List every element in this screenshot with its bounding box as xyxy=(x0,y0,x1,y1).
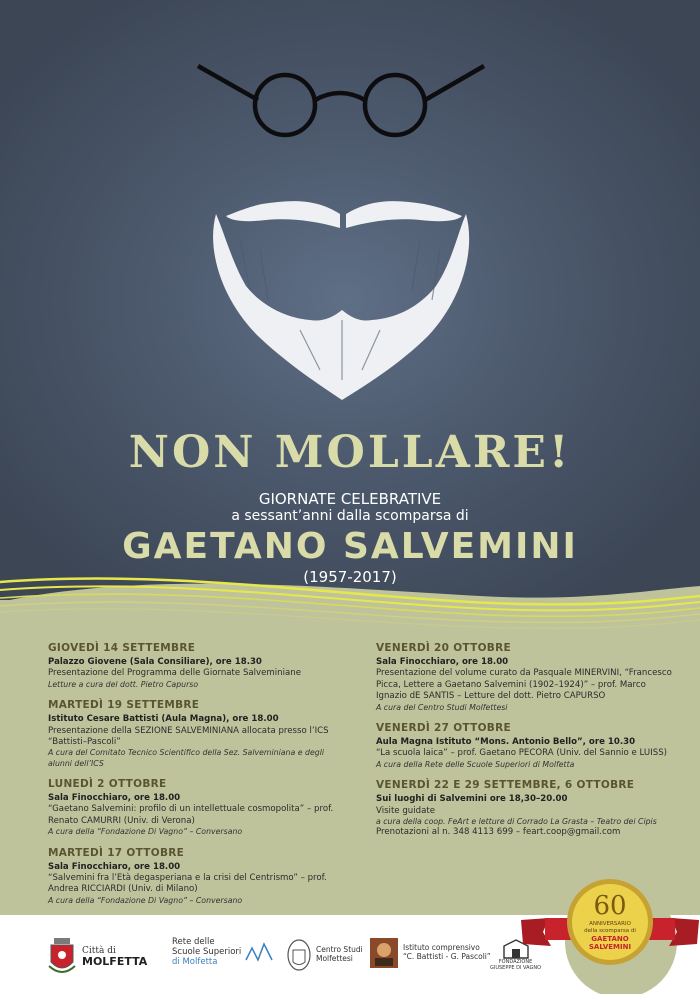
istituto-portrait-icon xyxy=(370,938,398,968)
logo-molfetta-line2: MOLFETTA xyxy=(82,954,148,968)
event-description: “Gaetano Salvemini: profilo di un intellettuale cosmopolita” – prof. Renato CAMURRI (Univ. di Verona) xyxy=(48,804,334,826)
event-credit: A cura della Rete delle Scuole Superiori di Molfetta xyxy=(376,759,575,769)
beard-icon xyxy=(213,201,469,400)
logo-rete-line3: di Molfetta xyxy=(172,956,218,967)
seal-number: 60 xyxy=(593,891,627,921)
molfetta-crest-icon xyxy=(48,938,76,976)
logo-molfetta-line1: Città di xyxy=(82,945,116,956)
subtitle-line1: GIORNATE CELEBRATIVE xyxy=(258,490,442,508)
event-item xyxy=(48,699,348,769)
salvemini-illustration xyxy=(0,0,700,420)
seal-line2: della scomparsa di xyxy=(584,928,636,934)
logo-centro-line2: Molfettesi xyxy=(316,954,353,963)
event-place: Sui luoghi di Salvemini ore 18,30–20.00 xyxy=(376,794,568,805)
logo-centro-studi xyxy=(286,938,363,972)
seal-line3: GAETANO xyxy=(591,935,629,943)
event-item xyxy=(376,722,676,770)
logo-fondazione-line1: FONDAZIONE xyxy=(498,959,533,965)
event-date: VENERDÌ 22 E 29 SETTEMBRE, 6 OTTOBRE xyxy=(376,779,635,792)
logo-rete-scuole xyxy=(172,938,274,968)
event-credit: A cura del Centro Studi Molfettesi xyxy=(376,702,508,712)
events-left-column xyxy=(48,642,348,915)
logo-istituto-line1: Istituto comprensivo xyxy=(403,943,480,953)
event-place: Istituto Cesare Battisti (Aula Magna), ore 18.00 xyxy=(48,714,279,725)
event-credit: a cura della coop. FeArt e letture di Corrado La Grasta – Teatro dei Cipis xyxy=(376,816,657,826)
event-item xyxy=(48,642,348,690)
event-description: Presentazione della SEZIONE SALVEMINIANA allocata presso l’ICS “Battisti–Pascoli” xyxy=(48,725,329,747)
event-place: Sala Finocchiaro, ore 18.00 xyxy=(48,793,181,804)
event-description: Presentazione del Programma delle Giornate Salveminiane xyxy=(48,668,302,679)
event-place: Sala Finocchiaro, ore 18.00 xyxy=(48,861,181,872)
glasses-icon xyxy=(198,66,484,135)
events-right-column xyxy=(376,642,676,848)
event-item xyxy=(48,778,348,838)
event-credit: A cura della “Fondazione Di Vagno” – Conversano xyxy=(48,895,243,905)
school-network-icon xyxy=(244,938,274,968)
logo-istituto-line2: “C. Battisti - G. Pascoli” xyxy=(403,952,491,961)
event-date: VENERDÌ 27 OTTOBRE xyxy=(376,722,511,734)
event-description: “La scuola laica” – prof. Gaetano PECORA (Univ. del Sannio e LUISS) xyxy=(376,748,668,759)
event-credit: Letture a cura del dott. Pietro Capurso xyxy=(48,679,199,689)
anniversary-seal xyxy=(521,874,700,994)
event-date: LUNEDÌ 2 OTTOBRE xyxy=(48,778,167,791)
event-date: GIOVEDÌ 14 SETTEMBRE xyxy=(48,642,196,654)
event-description: “Salvemini fra l’Età degasperiana e la crisi del Centrismo” – prof. Andrea RICCIARDI (Univ. di Milano) xyxy=(48,873,327,895)
event-credit: A cura del Comitato Tecnico Scientifico della Sez. Salveminiana e degli alunni dell’ICS xyxy=(48,748,325,768)
event-place: Palazzo Giovene (Sala Consiliare), ore 18.30 xyxy=(48,656,262,667)
person-name: GAETANO SALVEMINI xyxy=(122,526,578,567)
event-description: Visite guidate xyxy=(376,805,435,816)
main-title: NON MOLLARE! xyxy=(128,427,572,478)
event-date: MARTEDÌ 19 SETTEMBRE xyxy=(48,699,200,712)
seal-line1: ANNIVERSARIO xyxy=(589,921,631,927)
logo-rete-line2: Scuole Superiori xyxy=(172,947,242,958)
logo-fondazione-line2: GIUSEPPE DI VAGNO xyxy=(490,964,542,971)
event-booking-info: Prenotazioni al n. 348 4113 699 – feart.coop@gmail.com xyxy=(376,827,621,838)
event-item xyxy=(376,642,676,713)
event-date: MARTEDÌ 17 OTTOBRE xyxy=(48,846,185,859)
event-item xyxy=(48,847,348,907)
person-years: (1957-2017) xyxy=(303,568,397,586)
logo-centro-line1: Centro Studi xyxy=(316,945,363,955)
event-place: Sala Finocchiaro, ore 18.00 xyxy=(376,656,509,667)
event-item xyxy=(376,779,676,839)
logo-molfetta xyxy=(48,938,147,976)
subtitle-line2: a sessant’anni dalla scomparsa di xyxy=(231,508,469,524)
seal-line4: SALVEMINI xyxy=(588,943,632,951)
logo-rete-line1: Rete delle xyxy=(172,937,215,948)
event-description: Presentazione del volume curato da Pasquale MINERVINI, “Francesco Picca, Lettere a Gaetano Salvemini (1902–1924)” – prof. Marco Ignazio dE SANTIS – Letture del dott. Pietro CAPURSO xyxy=(376,668,672,702)
logo-istituto xyxy=(370,938,491,968)
centro-studi-emblem-icon xyxy=(286,938,312,972)
event-date: VENERDÌ 20 OTTOBRE xyxy=(376,642,511,654)
event-place: Aula Magna Istituto “Mons. Antonio Bello”, ore 10.30 xyxy=(376,736,636,747)
event-credit: A cura della “Fondazione Di Vagno” – Conversano xyxy=(48,827,243,837)
